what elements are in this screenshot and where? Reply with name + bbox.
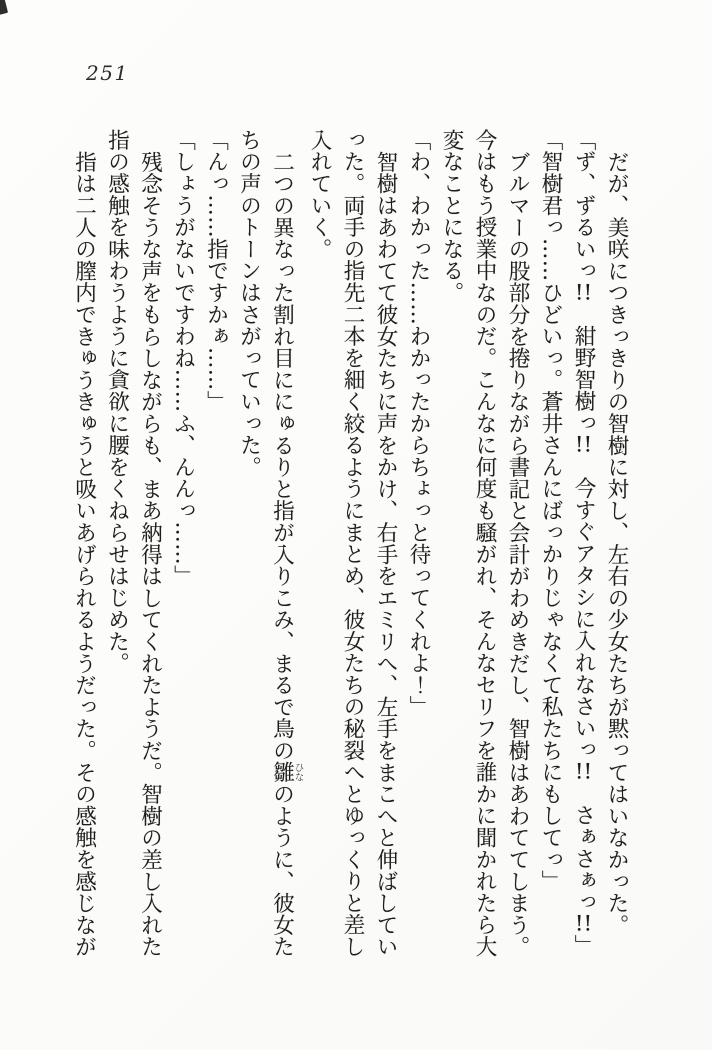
- text-line: 今はもう授業中なのだ。こんなに何度も騒がれ、そんなセリフを誰かに聞かれたら大: [472, 129, 497, 958]
- text-line: った。両手の指先二本を細く絞るようにまとめ、彼女たちの秘裂へとゆっくりと差し: [340, 129, 365, 958]
- furigana-annotated-word: 雛ひな: [269, 760, 304, 783]
- text-line: 残念そうな声をもらしながらも、まあ納得はしてくれたようだ。智樹の差し入れた: [137, 150, 163, 958]
- text-line: 「智樹君っ……ひどいっ。蒼井さんにばっかりじゃなくて私たちにもしてっ」: [538, 129, 563, 892]
- text-line: 指は二人の膣内できゅうきゅうと吸いあげられるようだった。その感触を感じなが: [71, 150, 97, 958]
- double-exclamation-tatechuyoko: !!: [574, 281, 593, 304]
- text-line: ブルマーの股部分を捲りながら書記と会計がわめきだし、智樹はあわててしまう。: [505, 150, 530, 958]
- double-exclamation-tatechuyoko: !!: [574, 760, 593, 783]
- scan-artifact-mark: [0, 0, 8, 15]
- text-line: 「ず、ずるいっ!! 紺野智樹っ!! 今すぐアタシに入れなさいっ!! さぁさぁっ!!」: [571, 129, 596, 957]
- text-line: 二つの異なった割れ目ににゅるりと指が入りこみ、まるで鳥の雛ひなのように、彼女た: [269, 150, 304, 958]
- page-number: 251: [86, 61, 129, 85]
- text-line: だが、美咲につきっきりの智樹に対し、左右の少女たちが黙ってはいなかった。: [604, 150, 629, 936]
- double-exclamation-tatechuyoko: !!: [574, 433, 593, 456]
- text-line: 「しょうがないですわね……ふ、んんっ……」: [170, 129, 196, 587]
- text-line: 智樹はあわてて彼女たちに声をかけ、右手をエミリへ、左手をまこへと伸ばしてい: [373, 150, 398, 958]
- text-line: 指の感触を味わうように貪欲に腰をくねらせはじめた。: [104, 129, 130, 674]
- text-line: 「わ、わかった……わかったからちょっと待ってくれよ！」: [406, 129, 431, 718]
- text-line: ちの声のトーンはさがっていった。: [236, 129, 262, 478]
- text-line: 入れていく。: [307, 129, 332, 260]
- text-line: 変なことになる。: [439, 129, 464, 304]
- text-block: [71, 129, 633, 977]
- text-line: 「んっ……指ですかぁ……」: [203, 129, 229, 413]
- double-exclamation-tatechuyoko: !!: [574, 912, 593, 935]
